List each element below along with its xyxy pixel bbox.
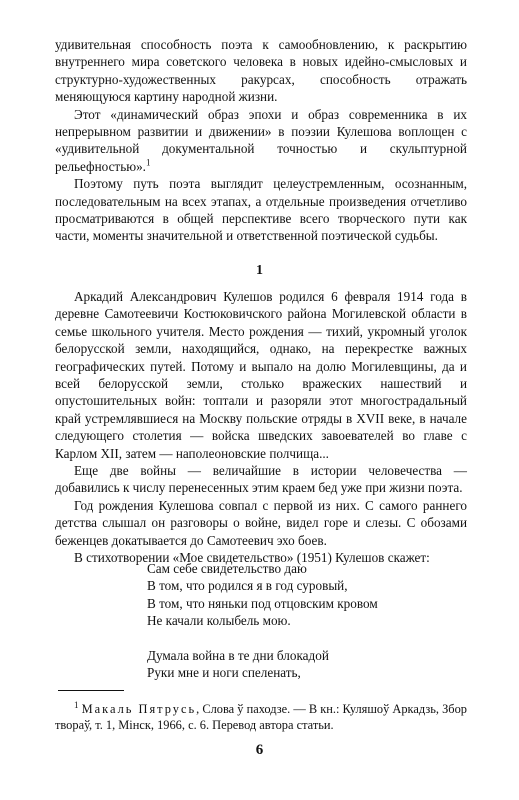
poem-line: Сам себе свидетельство даю: [147, 561, 307, 576]
footnote-divider: [58, 690, 124, 691]
footnote-reference: 1: [145, 157, 151, 168]
intro-paragraph-3: Поэтому путь поэта выглядит целеустремленным, осознанным, последовательным на всех этапах, а отдельные произведения отчетливо просматриваются в общей перспективе всего творческого пути как части, моменты значительной и ответственной поэтической судьбы.: [55, 176, 467, 244]
body-paragraph-1: Аркадий Александрович Кулешов родился 6 февраля 1914 года в деревне Самотеевичи Костюковичского района Могилевской области в семье школьного учителя. Место рождения — тихий, укромный уголок белорусской земли, находящийся, однако, на перекрестке важных географических путей. Потому и выпало на долю Могилевщины, да и всей белорусской земли, столько вражеских нашествий и опустошительных войн: топтали и разоряли этот многострадальный край устремлявшиеся на Москву польские отряды в XVII веке, в начале следующего столетия — войска шведских завоевателей во главе с Карлом XII, затем — наполеоновские полчища...: [55, 289, 467, 461]
footnote-text: [55, 701, 467, 734]
footnote-mark: 1: [74, 699, 79, 710]
footnote-author: Макаль Пятрусь: [81, 702, 197, 716]
poem-line: В том, что няньки под отцовским кровом: [147, 595, 378, 611]
poem-quote: [147, 560, 467, 681]
footnote-citation: , Слова ў паходзе. — В кн.: Куляшоў Аркадзь, Збор твораў, т. 1, Мінск, 1966, с. 6. Перевод автора статьи.: [55, 702, 467, 733]
poem-line: В том, что родился я в год суровый,: [147, 578, 348, 594]
body-paragraph-3: Год рождения Кулешова совпал с первой из них. С самого раннего детства слышал он разговоры о войне, видел горе и слезы. С обозами беженцев докатывается до Самотеевич эхо боев.: [55, 497, 467, 548]
poem-line: Не качали колыбель мою.: [147, 613, 291, 629]
page-number: 6: [255, 742, 264, 758]
body-paragraph-2: Еще две войны — величайшие в истории человечества — добавились к числу перенесенных этим краем бед уже при жизни поэта.: [55, 463, 467, 496]
body-paragraph-4: В стихотворении «Мое свидетельство» (1951) Кулешов скажет:: [74, 550, 430, 566]
poem-line: Руки мне и ноги спеленать,: [147, 665, 301, 681]
intro-paragraph-1: удивительная способность поэта к самообновлению, к раскрытию внутреннего мира советского человека в новых идейно-смысловых и структурно-художественных ракурсах, способность отражать меняющуюся картину народной жизни.: [55, 37, 467, 105]
poem-line: Думала война в те дни блокадой: [147, 647, 329, 663]
intro-paragraph-2-text: Этот «динамический образ эпохи и образ современника в их непрерывном развитии и движении» в поэзии Кулешова воплощен с «удивительной документальной точностью и скульптурной рельефностью».: [55, 106, 467, 174]
stanza-gap: [147, 630, 467, 647]
footnote: [55, 701, 467, 734]
main-text: [55, 288, 467, 567]
intro-paragraph-2: [55, 106, 467, 176]
intro-text: [55, 36, 467, 245]
section-number: 1: [256, 263, 263, 278]
